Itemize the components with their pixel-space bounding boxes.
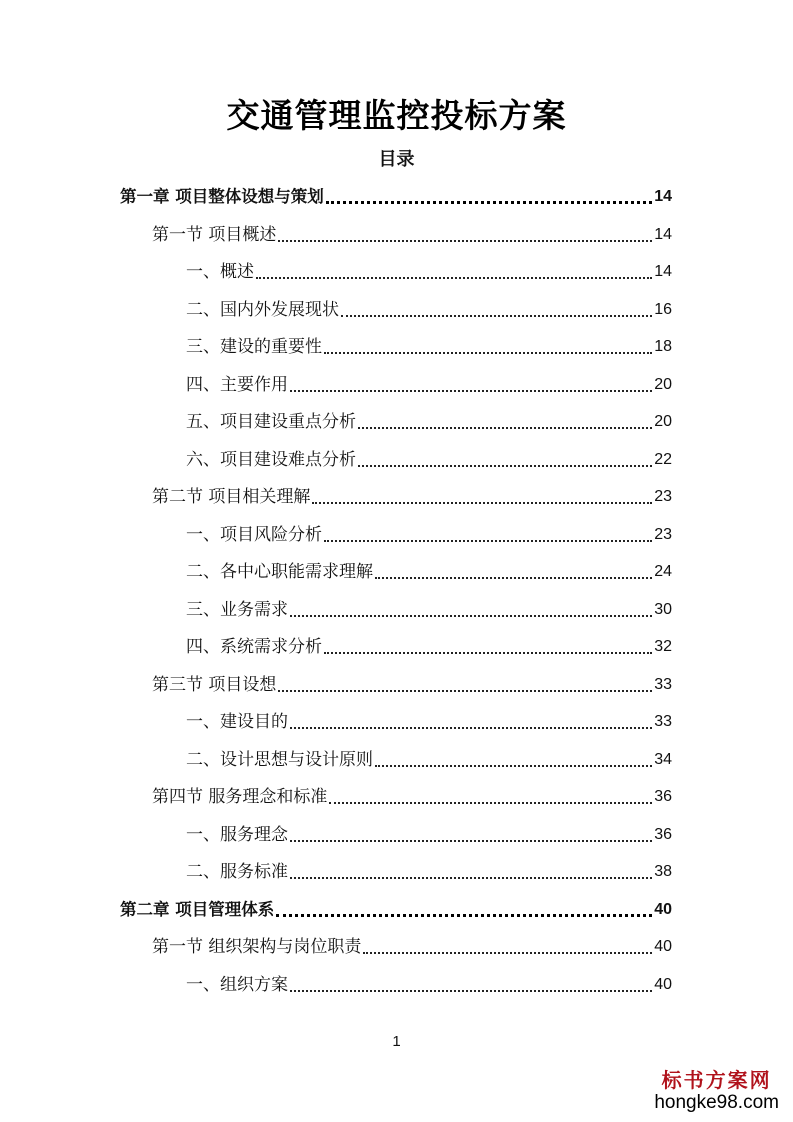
toc-entry-page: 36 [654, 788, 672, 805]
toc-entry[interactable] [186, 441, 672, 471]
watermark-logo-text: 标书方案网 [661, 1068, 772, 1092]
toc-entry[interactable] [186, 591, 672, 621]
toc-entry[interactable] [120, 891, 672, 921]
toc-entry[interactable] [186, 741, 672, 771]
dot-leader [290, 726, 652, 729]
page-number: 1 [392, 1033, 401, 1050]
toc-entry-label: 三、业务需求 [186, 599, 288, 620]
dot-leader [290, 876, 652, 879]
toc-entry-page: 34 [654, 750, 672, 768]
dot-leader [290, 989, 652, 992]
toc-entry[interactable] [186, 366, 672, 396]
toc-entry-label: 五、项目建设重点分析 [186, 412, 356, 432]
toc-entry-label: 二、设计思想与设计原则 [186, 749, 373, 770]
toc-entry-page: 40 [654, 938, 672, 955]
dot-leader [278, 239, 652, 242]
toc-entry-page: 38 [654, 863, 672, 880]
toc-entry-label: 第三节 项目设想 [152, 674, 277, 695]
toc-entry-page: 30 [654, 600, 672, 618]
dot-leader [341, 314, 652, 317]
dot-leader [375, 764, 652, 767]
dot-leader [324, 539, 652, 542]
toc-entry-page: 33 [654, 675, 672, 693]
toc-entry-label: 第二章 项目管理体系 [120, 899, 275, 919]
toc-entry[interactable] [152, 478, 672, 508]
dot-leader [256, 276, 652, 279]
toc-entry-label: 一、项目风险分析 [186, 524, 322, 545]
toc-entry[interactable] [152, 928, 672, 958]
toc-entry-page: 40 [654, 900, 672, 918]
toc-entry-page: 20 [654, 375, 672, 393]
toc-entry-label: 第一节 组织架构与岗位职责 [152, 937, 362, 957]
toc-entry-page: 14 [654, 225, 672, 243]
toc-entry[interactable] [186, 628, 672, 658]
toc-entry[interactable] [186, 853, 672, 883]
toc-entry-label: 六、项目建设难点分析 [186, 449, 356, 470]
toc-entry-page: 23 [654, 525, 672, 543]
dot-leader [358, 464, 652, 467]
toc-entry-label: 一、组织方案 [186, 974, 288, 995]
toc-entry[interactable] [186, 403, 672, 433]
toc-entry[interactable] [186, 553, 672, 583]
toc-entry-label: 一、建设目的 [186, 712, 288, 732]
toc-heading: 目录 [378, 149, 415, 170]
toc-entry[interactable] [186, 816, 672, 846]
document-title: 交通管理监控投标方案 [226, 96, 567, 135]
dot-leader [375, 576, 652, 579]
toc-entry[interactable] [186, 291, 672, 321]
toc-entry-page: 24 [654, 563, 672, 580]
toc-entry-page: 20 [654, 413, 672, 430]
dot-leader [324, 351, 652, 354]
dot-leader [358, 426, 652, 429]
toc-entry[interactable] [120, 178, 672, 208]
toc-entry-page: 36 [654, 825, 672, 843]
site-watermark [654, 1068, 779, 1114]
toc-entry-label: 三、建设的重要性 [186, 337, 322, 357]
toc-entry-label: 第四节 服务理念和标准 [152, 787, 328, 807]
toc-entry-page: 14 [654, 263, 672, 280]
toc-entry-label: 一、概述 [186, 262, 254, 282]
toc-entry-page: 22 [654, 450, 672, 468]
toc-entry[interactable] [186, 703, 672, 733]
dot-leader [324, 651, 652, 654]
toc-entry[interactable] [186, 966, 672, 996]
toc-entry[interactable] [152, 778, 672, 808]
toc-entry-page: 40 [654, 975, 672, 993]
dot-leader [312, 501, 652, 504]
toc-entry-page: 33 [654, 713, 672, 730]
toc-entry[interactable] [186, 516, 672, 546]
toc-entry-label: 四、主要作用 [186, 374, 288, 395]
toc-entry-label: 第一章 项目整体设想与策划 [120, 187, 324, 206]
toc-entry-page: 23 [654, 488, 672, 505]
toc-entry-label: 第二节 项目相关理解 [152, 487, 311, 507]
dot-leader [326, 200, 652, 204]
toc-entry-label: 第一节 项目概述 [152, 224, 277, 245]
toc-entry-page: 32 [654, 638, 672, 655]
dot-leader [276, 913, 652, 917]
toc-entry-label: 二、各中心职能需求理解 [186, 562, 373, 582]
dot-leader [363, 951, 652, 954]
toc-entry[interactable] [152, 666, 672, 696]
dot-leader [329, 801, 652, 804]
toc-entry[interactable] [186, 328, 672, 358]
dot-leader [290, 389, 652, 392]
toc-entry-page: 18 [654, 338, 672, 355]
dot-leader [278, 689, 652, 692]
toc-entry[interactable] [186, 253, 672, 283]
dot-leader [290, 839, 652, 842]
toc-entry-label: 二、服务标准 [186, 862, 288, 882]
toc-entry-label: 一、服务理念 [186, 824, 288, 845]
toc-entry-label: 四、系统需求分析 [186, 637, 322, 657]
toc-entry-label: 二、国内外发展现状 [186, 299, 339, 320]
toc-entry[interactable] [152, 216, 672, 246]
toc-entry-page: 14 [654, 188, 672, 205]
dot-leader [290, 614, 652, 617]
watermark-url: hongke98.com [654, 1092, 779, 1113]
toc-entry-page: 16 [654, 300, 672, 318]
